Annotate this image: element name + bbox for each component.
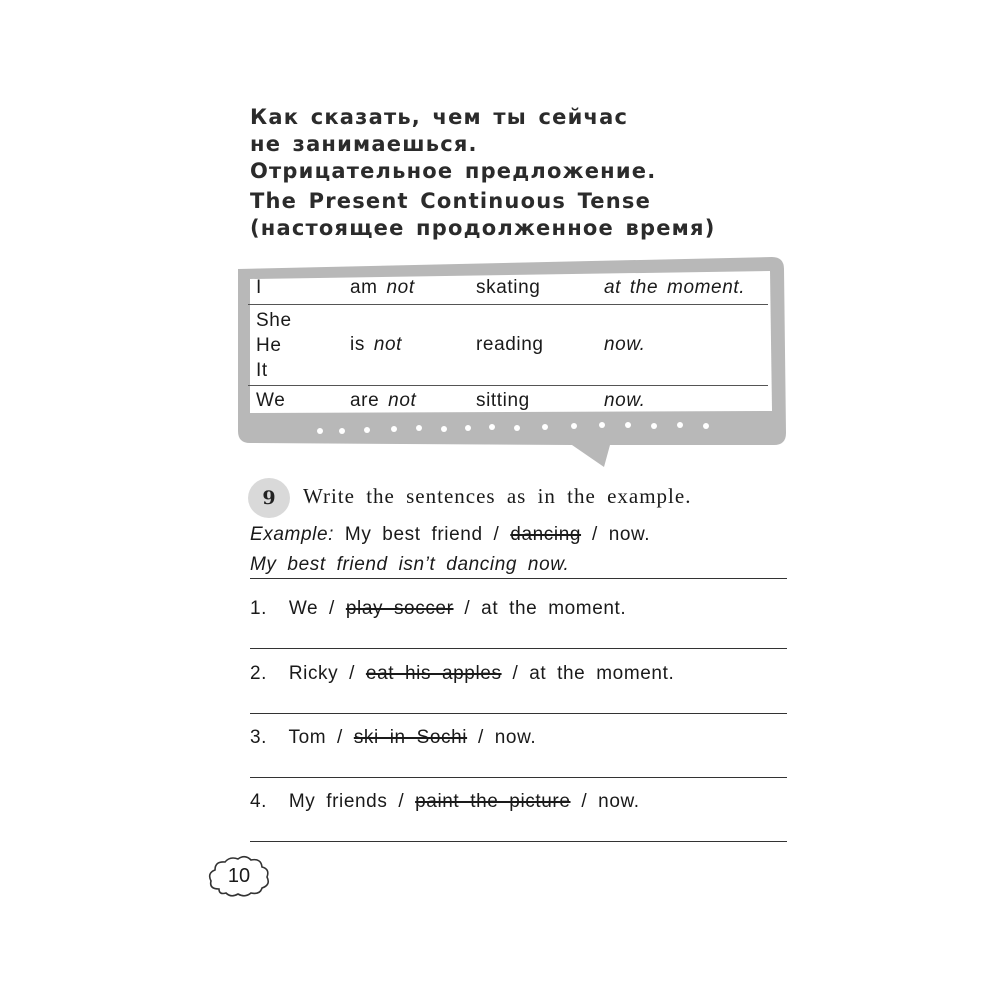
tense-title: The Present Continuous Tense [250,189,652,213]
item-struck: ski in Sochi [353,727,468,748]
verb-text: am [350,277,378,298]
heading-line: не занимаешься. [250,132,478,156]
item-after: / now. [581,791,640,812]
item-struck: play soccer [345,598,454,619]
example-before: My best friend / [344,524,500,545]
answer-line[interactable] [250,648,787,649]
time-cell: now. [596,305,768,386]
negation-text: not [386,277,415,298]
action-cell: sitting [476,390,530,411]
exercise-number-badge: 9 [248,478,290,518]
heading-line: Отрицательное предложение. [250,159,657,183]
item-after: / at the moment. [464,598,627,619]
time-cell: now. [604,390,646,411]
subject-cell: We [256,390,286,411]
verb-text: is [350,334,365,355]
item-before: Tom / [288,727,343,748]
heading-line: Как сказать, чем ты сейчас [250,105,629,129]
verb-cell [342,305,468,386]
page-number: 10 [227,864,251,887]
item-number: 2. [250,663,268,684]
subject-cell [248,305,342,386]
item-before: My friends / [288,791,405,812]
answer-line [250,578,787,579]
verb-cell [342,272,468,305]
example-prompt [250,524,650,546]
exercise-instruction: Write the sentences as in the example. [303,484,692,508]
subject-text: He [256,334,282,356]
item-before: We / [288,598,335,619]
grammar-table [248,272,768,416]
item-after: / now. [478,727,537,748]
lesson-heading [250,104,656,185]
exercise-item [250,791,640,813]
exercise-item [250,598,626,620]
item-number: 4. [250,791,268,812]
grammar-row [248,272,768,305]
verb-text: are [350,390,380,411]
action-cell: reading [468,305,596,386]
example-after: / now. [591,524,651,545]
example-label: Example: [250,524,335,545]
negation-text: not [388,390,417,411]
item-number: 1. [250,598,268,619]
tense-title-block [250,188,716,242]
exercise-item [250,663,674,685]
negation-text: not [373,334,403,355]
verb-cell [342,386,468,417]
time-cell: at the moment. [596,272,768,305]
item-after: / at the moment. [512,663,675,684]
example-struck: dancing [510,524,582,545]
exercise-item [250,727,536,749]
answer-line[interactable] [250,841,787,842]
item-struck: eat his apples [365,663,502,684]
item-before: Ricky / [288,663,356,684]
grammar-row [248,305,768,386]
subject-text: It [256,359,268,381]
tense-subtitle: (настоящее продолженное время) [250,216,716,240]
page-number-badge [205,853,273,899]
subject-text: She [256,309,292,331]
grammar-row [248,386,768,417]
item-number: 3. [250,727,268,748]
action-cell: skating [468,272,596,305]
answer-line[interactable] [250,777,787,778]
example-answer: My best friend isn’t dancing now. [250,554,570,575]
answer-line[interactable] [250,713,787,714]
item-struck: paint the picture [415,791,571,812]
subject-cell: I [248,272,342,305]
